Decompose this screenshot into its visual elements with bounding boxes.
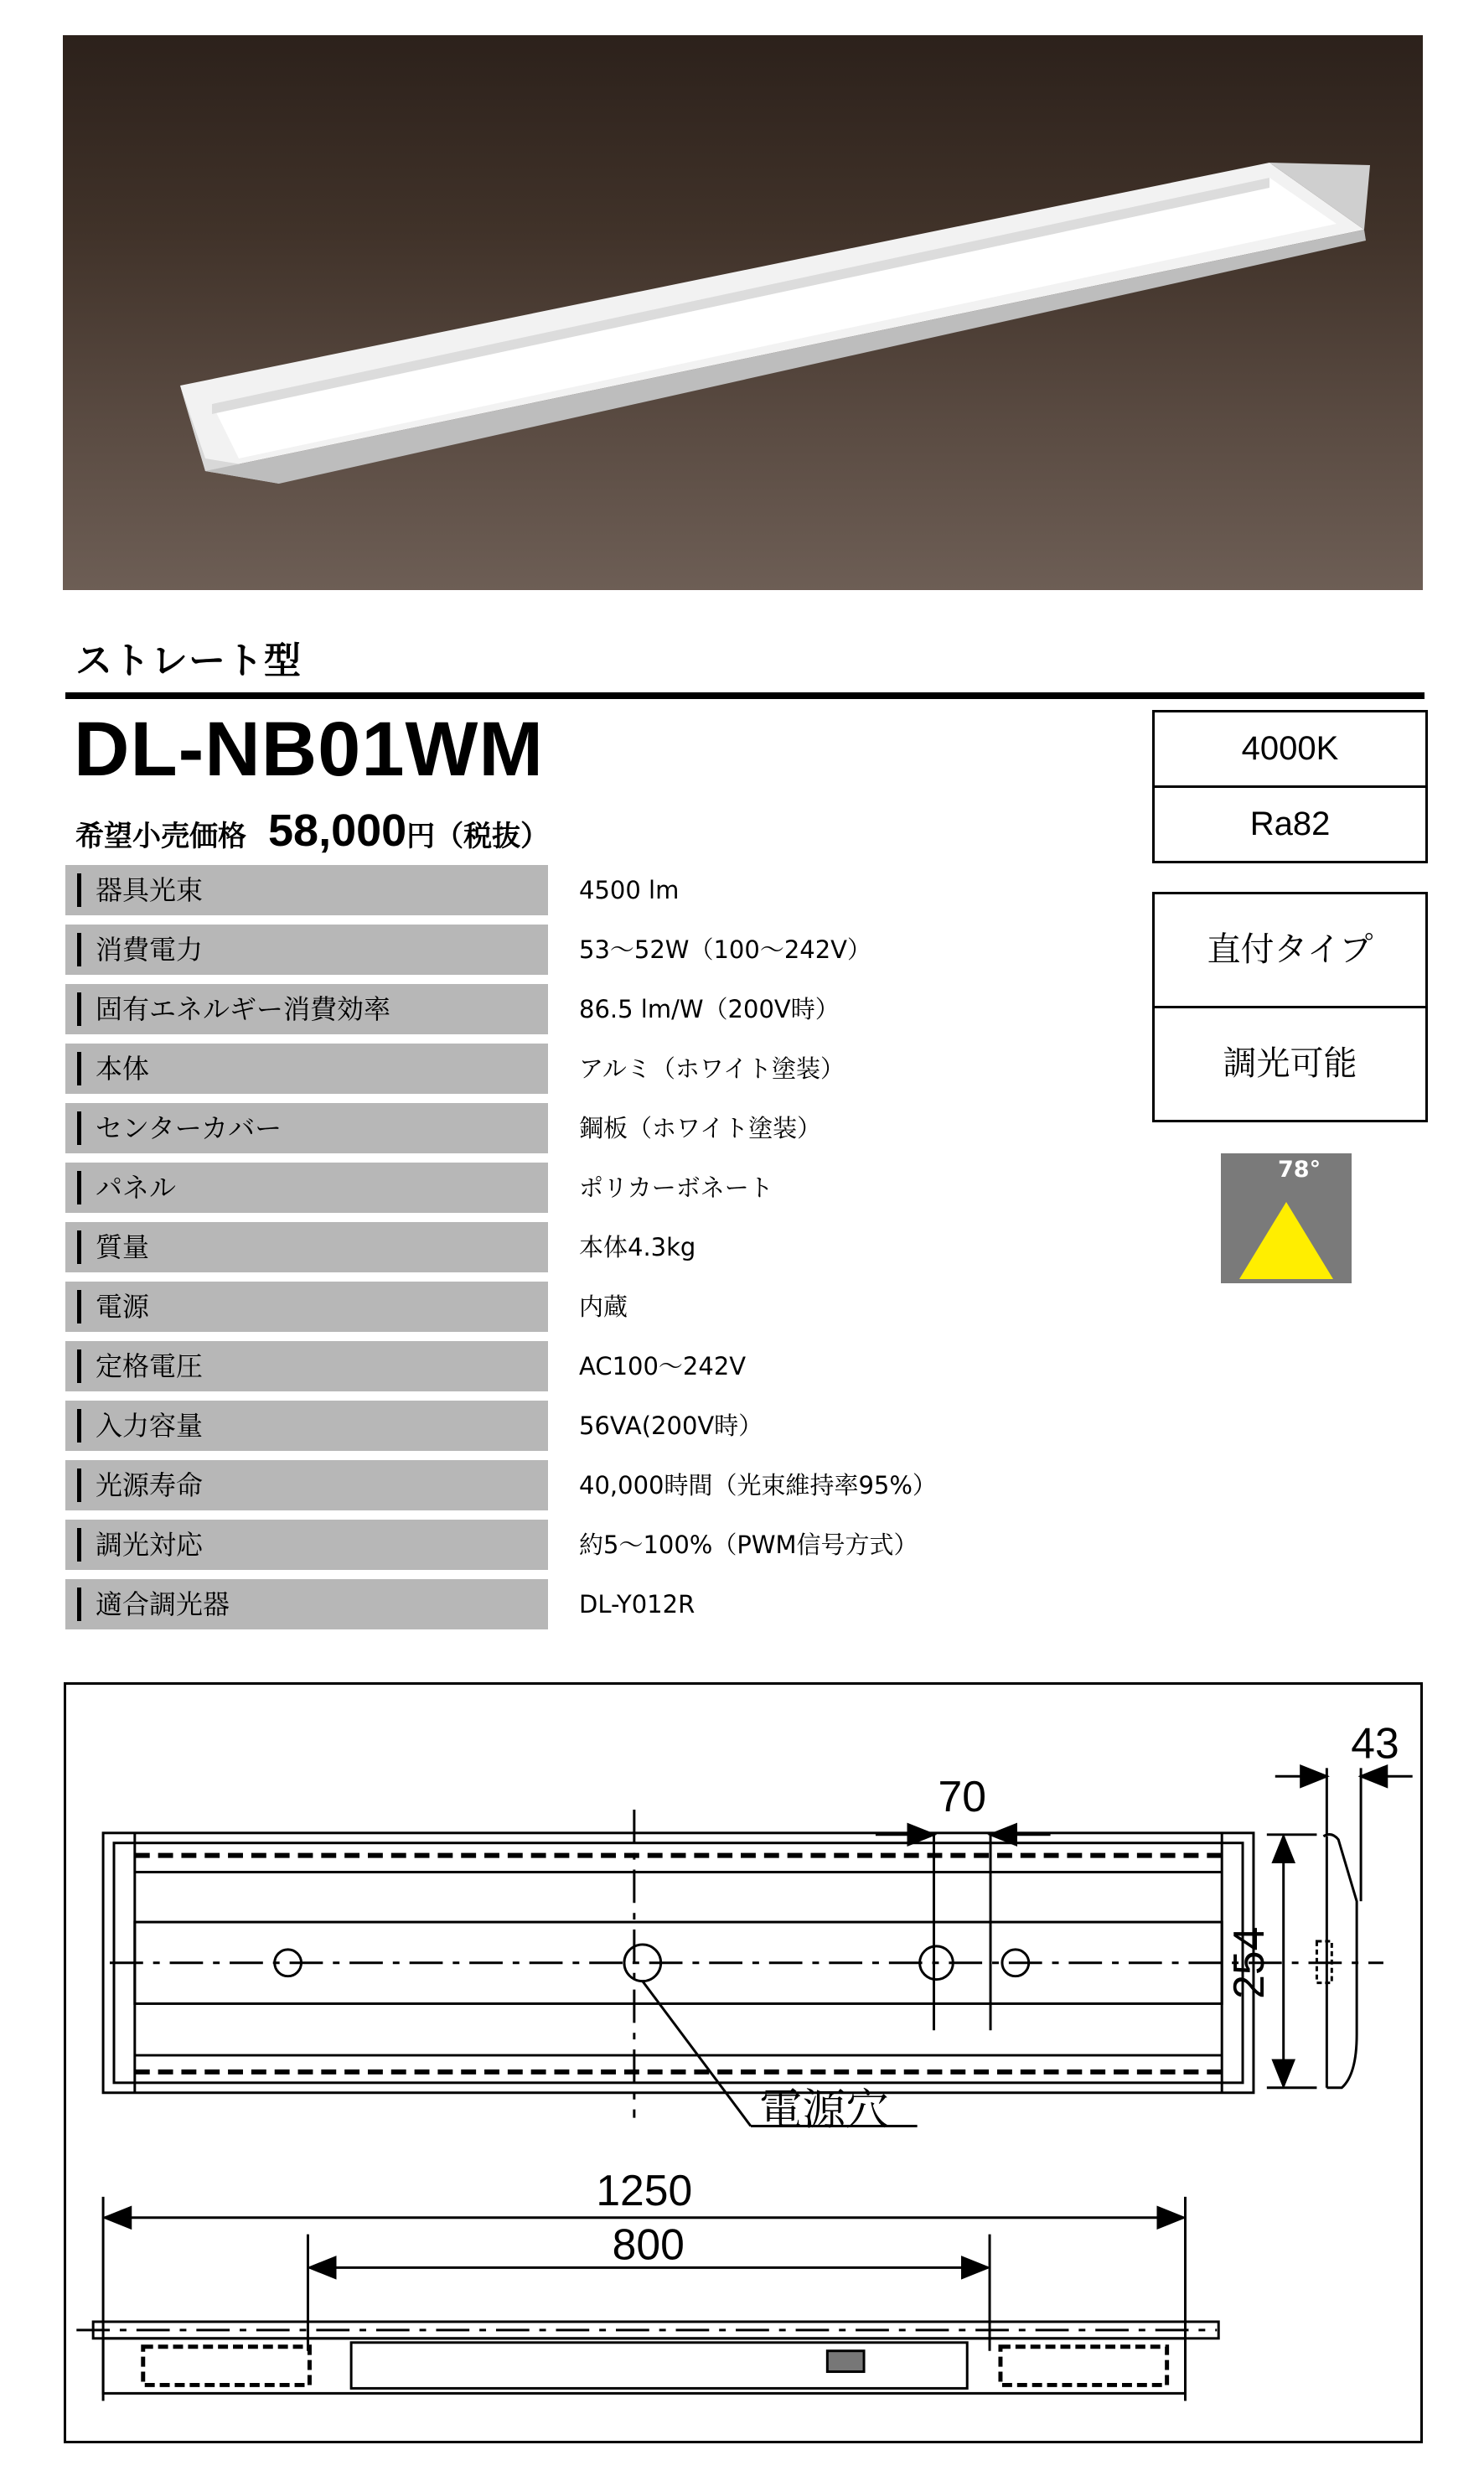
spec-row [65,925,979,984]
spec-label: 光源寿命 [65,1460,548,1510]
spec-label: 器具光束 [65,865,548,915]
spec-label: 電源 [65,1282,548,1332]
price-label: 希望小売価格 [75,820,246,853]
dim-width: 1250 [596,2165,693,2214]
price-line [75,805,549,857]
dim-depth: 254 [1223,1926,1273,1999]
spec-label: パネル [65,1163,548,1213]
spec-value: 内蔵 [579,1292,628,1321]
spec-row [65,1163,979,1222]
dimmable-label: 調光可能 [1155,1006,1425,1120]
dim-70: 70 [938,1771,986,1821]
spec-row [65,1222,979,1282]
spec-row [65,1341,979,1401]
spec-value: 本体4.3kg [579,1233,696,1261]
spec-label: 固有エネルギー消費効率 [65,984,548,1034]
spec-value: 86.5 lm/W（200V時） [579,995,840,1023]
spec-row [65,1282,979,1341]
spec-label: センターカバー [65,1103,548,1153]
spec-label: 消費電力 [65,925,548,975]
spec-table [65,865,979,1639]
header-rule [65,692,1425,699]
spec-value: 約5～100%（PWM信号方式） [579,1531,918,1559]
spec-row [65,1103,979,1163]
spec-label: 質量 [65,1222,548,1272]
spec-value: 53～52W（100～242V） [579,935,872,964]
spec-value: 56VA(200V時） [579,1412,763,1440]
spec-value: AC100～242V [579,1352,747,1380]
spec-label: 定格電圧 [65,1341,548,1391]
category-label: ストレート型 [75,640,302,682]
product-photo [63,35,1423,590]
spec-value: DL-Y012R [579,1590,695,1619]
spec-value: アルミ（ホワイト塗装） [579,1054,845,1083]
spec-row [65,1044,979,1103]
dim-mount: 800 [612,2220,685,2269]
light-spec-box [1152,710,1428,863]
dimension-drawing [64,1682,1423,2443]
spec-value: ポリカーボネート [579,1173,773,1202]
spec-value: 40,000時間（光束維持率95%） [579,1471,937,1500]
spec-label: 調光対応 [65,1520,548,1570]
price-unit: 円（税抜） [406,820,550,853]
spec-row [65,1520,979,1579]
spec-value: 鋼板（ホワイト塗装） [579,1114,822,1142]
power-hole-label: 電源穴 [758,2085,889,2134]
spec-label: 本体 [65,1044,548,1094]
price-value: 58,000 [268,805,407,856]
dim-height: 43 [1351,1718,1399,1768]
spec-row [65,1460,979,1520]
color-temp: 4000K [1241,730,1339,767]
spec-label: 入力容量 [65,1401,548,1451]
spec-row [65,984,979,1044]
beam-angle-label: 78° [1278,1157,1321,1183]
color-rendering: Ra82 [1155,785,1425,861]
spec-row [65,865,979,925]
feature-box [1152,892,1428,1122]
spec-label: 適合調光器 [65,1579,548,1629]
mount-type: 直付タイプ [1207,930,1373,969]
spec-value: 4500 lm [579,876,680,904]
model-number: DL-NB01WM [74,707,544,792]
spec-row [65,1579,979,1639]
spec-row [65,1401,979,1460]
